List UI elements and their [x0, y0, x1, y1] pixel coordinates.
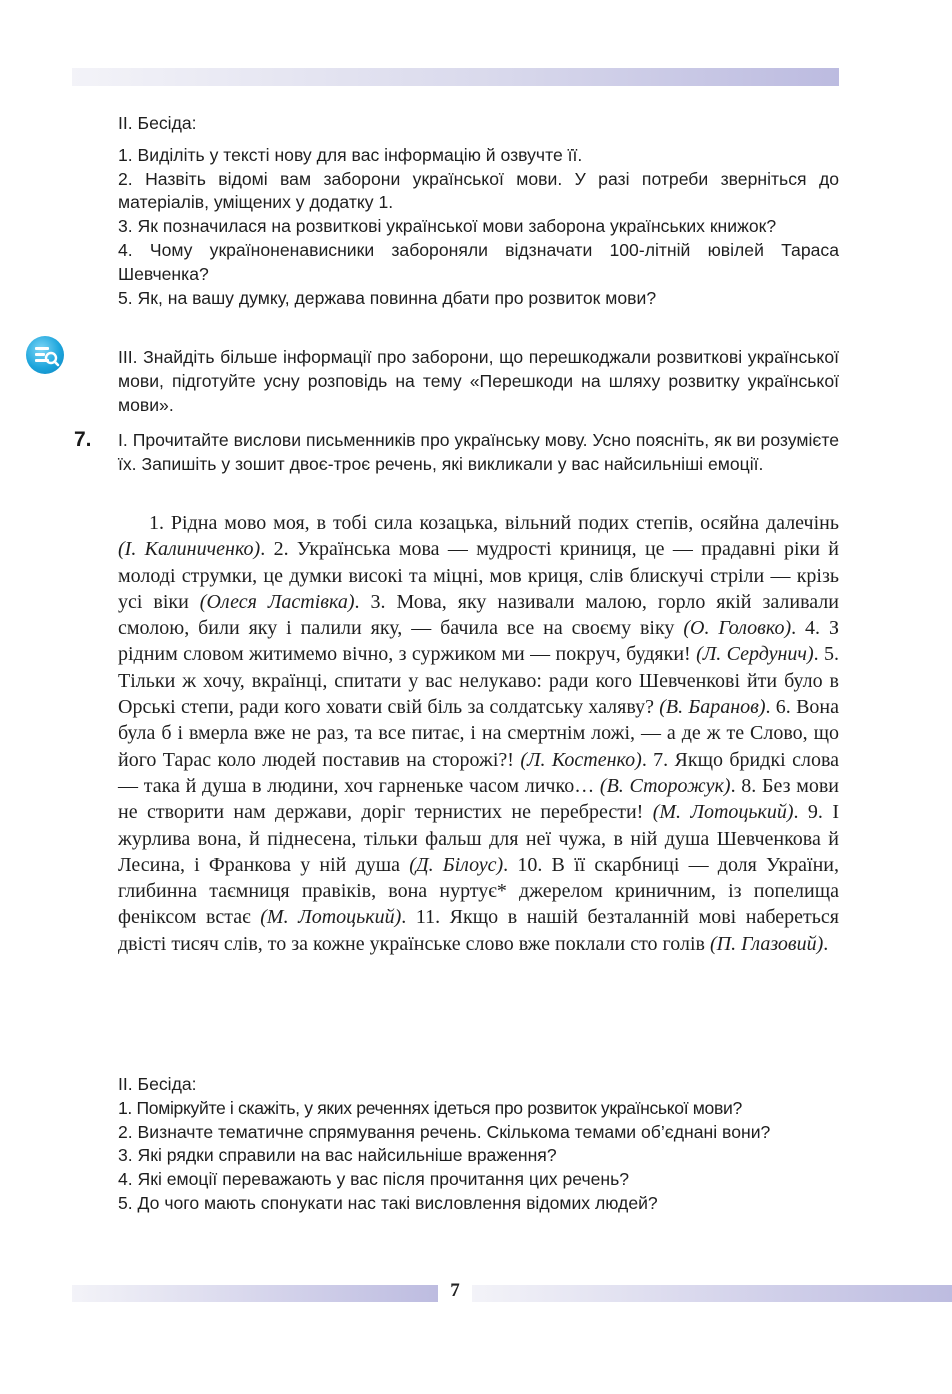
task-number: 7.: [74, 428, 92, 451]
quote-author-3: (О. Головко): [683, 617, 792, 640]
header-decorative-band: [72, 68, 839, 86]
quotes-end-punct: .: [823, 932, 829, 955]
beseda-item-2: 2. Назвіть відомі вам заборони української мови. У разі потреби зверніться до матеріалів, уміщених у додатку 1.: [118, 168, 839, 213]
task-instruction-text: І. Прочитайте вислови письменників про українську мову. Усно поясніть, як ви розумієте їх. Запишіть у зошит двоє-троє речень, які викликали у вас найсильніші емоції.: [118, 430, 839, 474]
beseda-2-item-3: 3. Які рядки справили на вас найсильніше враження?: [118, 1145, 557, 1166]
quotes-paragraph: [118, 510, 839, 957]
quote-author-1: (І. Калиниченко): [118, 538, 261, 561]
task-7-instruction: [118, 429, 839, 477]
quote-text-11: . 11. Якщо в нашій безталанній мові набереться двісті тисяч слів, то за кожне українське слово вже поклали сто голів: [118, 906, 839, 955]
beseda-2-item-4: 4. Які емоції переважають у вас після прочитання цих речень?: [118, 1169, 630, 1190]
quote-author-8: (М. Лотоцький): [652, 801, 794, 824]
beseda-item-3: 3. Як позначилася на розвиткові української мови заборона українських книжок?: [118, 216, 777, 237]
beseda-2-item-5: 5. До чого мають спонукати нас такі висловлення відомих людей?: [118, 1192, 658, 1213]
quote-text-6: . 6. Вона була б і вмерла вже не раз, та все питає, і на смертнім ложі, — а де ж те Слово, що його Тарас коло людей поставив на сторожі?!: [118, 696, 840, 771]
quote-author-4: (Л. Сердунич): [696, 643, 814, 666]
quote-text-8: . 8. Без мови не створити нам держави, доріг тернистих не перебрести!: [118, 774, 839, 824]
quotes-text: [118, 510, 839, 957]
beseda-section-1: [118, 112, 839, 310]
quote-author-11: (П. Глазовий): [709, 932, 824, 955]
section-3-text: ІІІ. Знайдіть більше інформації про заборони, що перешкоджали розвиткові української мови, підготуйте усну розповідь на тему «Перешкоди на шляху розвитку української мови».: [118, 347, 839, 415]
beseda-item-5: 5. Як, на вашу думку, держава повинна дбати про розвиток мови?: [118, 287, 657, 308]
quote-text-1: 1. Рідна мово моя, в тобі сила козацька, вільний подих степів, осяйна далечінь: [149, 512, 839, 534]
quote-author-10: (М. Лотоцький): [260, 906, 402, 929]
footer-band-right: [472, 1285, 952, 1302]
beseda-section-2: [118, 1073, 839, 1216]
quote-text-4: . 4. З рідним словом житимемо вічно, з суржиком ми — покруч, будяки!: [118, 617, 839, 666]
quote-author-9: (Д. Білоус): [409, 853, 504, 876]
quote-text-5: . 5. Тільки ж хочу, вкраїнці, спитати у вас нелукаво: ради кого Шевченкові йти було в Орські степи, ради кого ховати свій біль за солдатську халяву?: [118, 643, 839, 719]
footer-band-left: [72, 1285, 438, 1302]
beseda-item-4: 4. Чому україноненависники забороняли відзначати 100-літній ювілей Тараса Шевченка?: [118, 239, 839, 284]
quote-author-5: (В. Баранов): [659, 696, 766, 719]
quote-text-10: . 10. В її скарбниці — доля України, глибинна таємниця правіків, вона нуртує* джерелом криничним, із попелища феніксом встає: [118, 853, 840, 929]
beseda-2-item-1: 1. Поміркуйте і скажіть, у яких реченнях ідеться про розвиток української мови?: [118, 1097, 742, 1118]
quote-text-7: . 7. Якщо бридкі слова — така й душа в людини, хоч гарненьке часом личко…: [118, 748, 840, 797]
beseda-item-1: 1. Виділіть у тексті нову для вас інформацію й озвучте її.: [118, 144, 583, 165]
beseda-2-heading: ІІ. Бесіда:: [118, 1074, 197, 1094]
quote-text-2: . 2. Українська мова — мудрості криниця, це — прадавні ріки й молоді струмки, це думки високі та міцні, мов криця, слів блискучі стріли — крізь усі віки: [118, 538, 839, 613]
quote-text-9: . 9. І журлива вона, й піднесена, тільки фальш для неї чужа, в ній душа Шевченкова й Лесина, і Франкова у ній душа: [118, 801, 839, 876]
beseda-heading: ІІ. Бесіда:: [118, 113, 197, 133]
task-section-3: [118, 346, 839, 417]
research-icon: [26, 336, 64, 374]
beseda-2-item-2: 2. Визначте тематичне спрямування речень. Скількома темами об’єднані вони?: [118, 1121, 771, 1142]
page-number: 7: [450, 1280, 460, 1301]
quote-author-6: (Л. Костенко): [520, 748, 642, 771]
quote-text-3: . 3. Мова, яку називали малою, горло якій заливали смолою, били яку і палили яку, — бачила все на своєму віку: [118, 590, 839, 640]
quote-author-2: (Олеся Ластівка): [199, 590, 355, 613]
quote-author-7: (В. Сторожук): [599, 774, 731, 797]
